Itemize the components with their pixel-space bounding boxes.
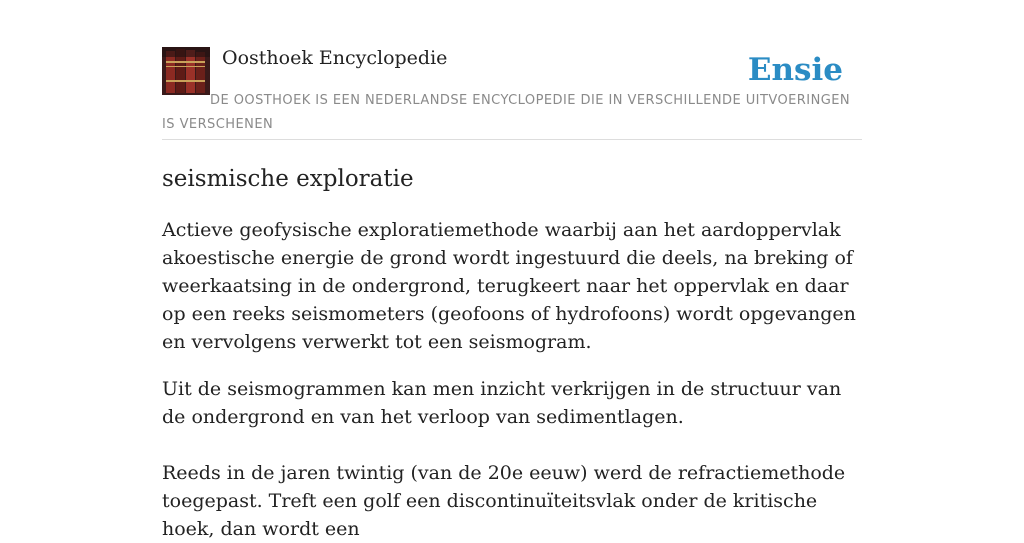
article-paragraph: Actieve geofysische exploratiemethode waarbij aan het aardoppervlak akoestische energie de grond wordt ingestuurd die deels, na breking of weerkaatsing in de ondergrond, terugkeert naar het oppervlak en daar op een reeks seismometers (geofoons of hydrofoons) wordt opgevangen en vervolgens verwerkt tot een seismogram. (162, 219, 856, 353)
book-spines-logo-icon[interactable] (162, 47, 210, 95)
header-divider (162, 139, 862, 140)
brand-logo-text[interactable]: Ensie (747, 52, 843, 88)
site-name[interactable]: Oosthoek Encyclopedie (222, 47, 448, 69)
site-tagline: DE OOSTHOEK IS EEN NEDERLANDSE ENCYCLOPEDIE DIE IN VERSCHILLENDE UITVOERINGEN IS VERSCHENEN (162, 93, 851, 132)
article-paragraph: Reeds in de jaren twintig (van de 20e eeuw) werd de refractiemethode toegepast. Treft een golf een discontinuïteitsvlak onder de kritische hoek, dan wordt een (162, 462, 846, 540)
article-paragraph: Uit de seismogrammen kan men inzicht verkrijgen in de structuur van de ondergrond en van het verloop van sedimentlagen. (162, 378, 842, 428)
article-title: seismische exploratie (162, 166, 414, 192)
